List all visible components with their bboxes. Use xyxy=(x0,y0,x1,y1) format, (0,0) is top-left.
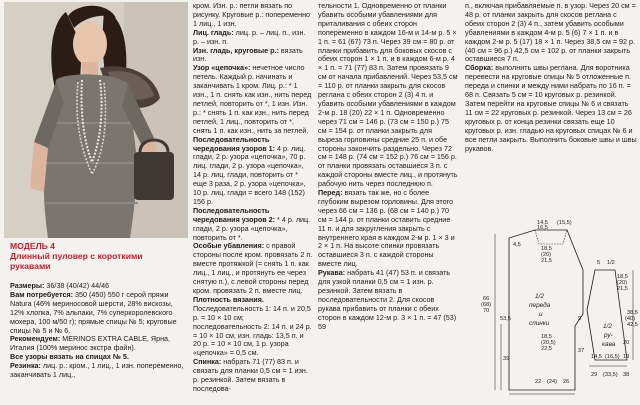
schema-body-label-2: переда xyxy=(529,302,551,309)
paragraph-sleeves-cont: п., включая прибавляемые п. в узор. Через 20 см = 48 р. от планки закрыть для скосов реглана с обеих сторон 2 (3) 4 п., затем убавить особыми убавлениями в каждом 4-м р. 5 (6) 7 × 1 п. и в каждом 2-м р. 5 (17) 18 × 1 п. Через 38,5 см = 92 р. (40 см = 96 р.) 42,5 см = 102 р. от планки закрыть оставшиеся 7 п. xyxy=(465,1,636,64)
dim-top-3: 16,5 xyxy=(537,225,548,231)
schema-body-label-1: 1/2 xyxy=(535,293,544,300)
model-photo xyxy=(4,2,188,238)
dim-sleeve-r-1: 18,5 xyxy=(617,274,628,280)
paragraph-sequence-2: Последовательность чередования узоров 2: * 4 р. лиц. глади, 2 р. узора «цепочка», повторить от *. xyxy=(193,205,311,242)
schema-sleeve-label-1: 1/2 xyxy=(603,323,612,330)
dim-neck-3: 21,5 xyxy=(541,258,552,264)
dim-waist-2: (20,5) xyxy=(541,340,556,346)
dim-top-2: (15,5) xyxy=(557,220,572,226)
paragraph-reverse: Изн. гладь, круговые р.: вязать изн. xyxy=(193,45,303,64)
paragraph-back-cont: тельности 1. Одновременно от планки убавить особыми убавлениями для приталивания с обеих сторон попеременно в каждом 16-м и 14-м р. 5 × 1 п. = 61 (67) 73 п. Через 39 см = 80 р. от планки прибавить для боковых скосов с обеих сторон 1 × 1 п. и в каждом 6-м р. 4 × 1 п. = 71 (77) 83 п. Затем провязать 9 см от начала прибавлений. Через 53,5 см = 110 р. от планки закрыть для скосов реглана с обеих сторон 2 (3) 4 п. и убавить особыми убавлениями в каждом 2-м р. 18 (20) 22 × 1 п. Одновременно через 71 см = 146 р. (73 см = 150 р.) 75 см = 154 р. от планки закрыть для выреза горловины средние 25 п. и обе стороны закончить раздельно. Через 72 см = 148 р. (74 см = 152 р.) 76 см = 156 р. от планки провязать оставшиеся 3 п. с каждой стороны вместе лиц., и протянуть рабочую нить через последнюю п. xyxy=(318,1,458,189)
model-photo-illustration xyxy=(4,2,188,238)
paragraph-sleeves: Рукава: набрать 41 (47) 53 п. и связать для узкой планки 0,5 см = 1 изн. р. резинкой. Затем вязать в последовательности 2. Для скосов рукава прибавить от планки с обеих сторон в каждом 12-м р. 3 × 1 п. = 47 (53) 59 xyxy=(318,268,457,331)
dim-top-1: 14,5 xyxy=(537,220,548,226)
paragraph-chain: Узор «цепочка»: нечетное число петель. Каждый р. начинать и заканчивать 1 кром. Лиц. р.: * 1 изн., 1 п. снять как изн., нить перед петлей, повторить от *, 1 изн. Изн. р.: * снять 1 п. как изн., нить перед петлей, 1 лиц., повторить от *, снять 1 п. как изн., нить за петлей. xyxy=(193,63,312,135)
schema-body-label-4: спинки xyxy=(529,320,550,327)
paragraph-assembly: Сборка: выполнить швы реглана. Для воротника перевести на круговые спицы № 5 отложенные п. переда и спинки и между ними набрать по 16 п. = 68 п. Связать 5 см = 10 круговых р. резинкой. Затем перейти на круговые спицы № 6 и связать 11 см = 22 круговых р. резинкой. Через 13 см = 26 круговых р. от конца резинки связать еще 10 круговых р. изн. гладью на круговых спицах № 6 и все петли закрыть. Выполнить боковые швы и швы рукавов. xyxy=(465,63,637,153)
paragraph-recommend: Рекомендуем: MERINOS EXTRA CABLE, Ярна, Италия (100% меринос экстра файн). xyxy=(10,334,171,353)
dim-sleeve-bottom-2: (33,5) xyxy=(603,372,618,378)
dim-37: 37 xyxy=(578,348,585,354)
dim-sleeve-top-2: 1/2 xyxy=(607,260,615,266)
dim-sleeve-height: 20 xyxy=(623,340,630,346)
text-column-3 xyxy=(318,2,458,332)
dim-sleeve-r-3: 21,5 xyxy=(617,286,628,292)
dim-neck-2: (20) xyxy=(541,252,551,258)
dim-hip-3: 26 xyxy=(563,379,570,385)
dim-sleeve-width-3: 19 xyxy=(623,354,630,360)
dim-waist-3: 22,5 xyxy=(541,346,552,352)
dim-length-3: 70 xyxy=(483,308,490,314)
schematic-drawing xyxy=(465,220,639,400)
dim-sleeve-bottom-1: 29 xyxy=(591,372,598,378)
pattern-schematic xyxy=(465,220,639,400)
paragraph-rib: Резинка: лиц. р.: кром., 1 лиц., 1 изн. попеременно, заканчивать 1 лиц., xyxy=(10,361,184,380)
dim-length-2: (68) xyxy=(481,302,491,308)
dim-sleeve-length-2: (40) xyxy=(625,316,635,322)
text-column-4 xyxy=(465,2,637,153)
paragraph-back: Спинка: набрать 71 (77) 83 п. и связать для планки 0,5 см = 1 изн. р. резинкой. Затем вязать в последова- xyxy=(193,357,308,393)
paragraph-rib-cont: кром. Изн. р.: петли вязать по рисунку. Круговые р.: попеременно 1 лиц., 1 изн. xyxy=(193,1,311,28)
dim-length-1: 66 xyxy=(483,296,490,302)
dim-sleeve-width-2: (16,5) xyxy=(605,354,620,360)
dim-hip-1: 22 xyxy=(535,379,542,385)
paragraph-gauge: Плотность вязания. Последовательность 1: 14 п. и 20,5 р. = 10 × 10 см; последовательность 2: 14 п. и 24 р. = 10 × 10 см, изн. гладь: 13,5 п. и 20 р. = 10 × 10 см, 1 р. узора «цепочка» = 0,5 см. xyxy=(193,294,312,358)
dim-sleeve-top-1: 5 xyxy=(597,260,601,266)
dim-39: 39 xyxy=(503,356,510,362)
paragraph-decreases: Особые убавления: с правой стороны после кром. провязать 2 п. вместе протяжкой (= снять 1 п. как лиц., 1 лиц., и протянуть ее через снятую п.), с левой стороны перед кром. провязать 2 п. вместе лиц. xyxy=(193,241,313,295)
paragraph-materials: Вам потребуется: 350 (450) 550 г серой пряжи Natura (46% мериносовой шерсти, 28% вискозы, 12% хлопка, 7% альпаки, 7% суперкоролевского мохера, 100 м/50 г); прямые спицы № 5; круговые спицы № 5 и № 6. xyxy=(10,289,177,335)
paragraph-sequence-1: Последовательность чередования узоров 1: 4 р. лиц. глади, 2 р. узора «цепочка», 70 р. лиц. глади, 2 р. узора «цепочка», 14 р. лиц. глади, повторить от * еще 3 раза, 2 р. узора «цепочка», 10 р. лиц. глади = всего 148 (152) 156 р. xyxy=(193,134,306,206)
model-subtitle: Длинный пуловер с короткими рукавами xyxy=(10,251,143,271)
dim-sleeve-length-3: 42,5 xyxy=(627,322,638,328)
schema-sleeve-label-3: кава xyxy=(602,341,616,348)
model-title: МОДЕЛЬ 4 xyxy=(10,241,55,251)
schema-body-label-3: и xyxy=(539,311,543,318)
paragraph-front: Перед: вязать так же, но с более глубоким вырезом горловины. Для этого через 66 см = 136 р. (68 см = 140 р.) 70 см = 144 р. от планки оставить средние 11 п. и для закругления закрыть с внутреннего края в каждом 2-м р. 1 × 3 и 2 × 1 п. На высоте спинки провязать оставшиеся 3 п. с каждой стороны вместе лиц. xyxy=(318,188,455,269)
paragraph-needles: Все узоры вязать на спицах № 5. xyxy=(10,352,129,362)
dim-sleeve-length-1: 38,5 xyxy=(627,310,638,316)
dim-raglan: 4,5 xyxy=(513,242,521,248)
dim-sleeve-width-1: 14,5 xyxy=(591,354,602,360)
text-column-2 xyxy=(193,2,313,394)
dim-sleeve-r-2: (20) xyxy=(617,280,627,286)
dim-side: 53,5 xyxy=(500,316,511,322)
text-column-1 xyxy=(10,282,186,380)
dim-sleeve-bottom-3: 38 xyxy=(623,372,630,378)
dim-neck-1: 18,5 xyxy=(541,246,552,252)
dim-9: 9 xyxy=(578,316,582,322)
dim-waist-1: 18,5 xyxy=(541,334,552,340)
paragraph-stockinette: Лиц. гладь: лиц. р. – лиц. п., изн. р. – изн. п. xyxy=(193,27,306,46)
dim-hip-2: (24) xyxy=(547,379,557,385)
paragraph-sizes: Размеры: 36/38 (40/42) 44/46 xyxy=(10,281,110,290)
schema-sleeve-label-2: ру- xyxy=(604,332,613,339)
